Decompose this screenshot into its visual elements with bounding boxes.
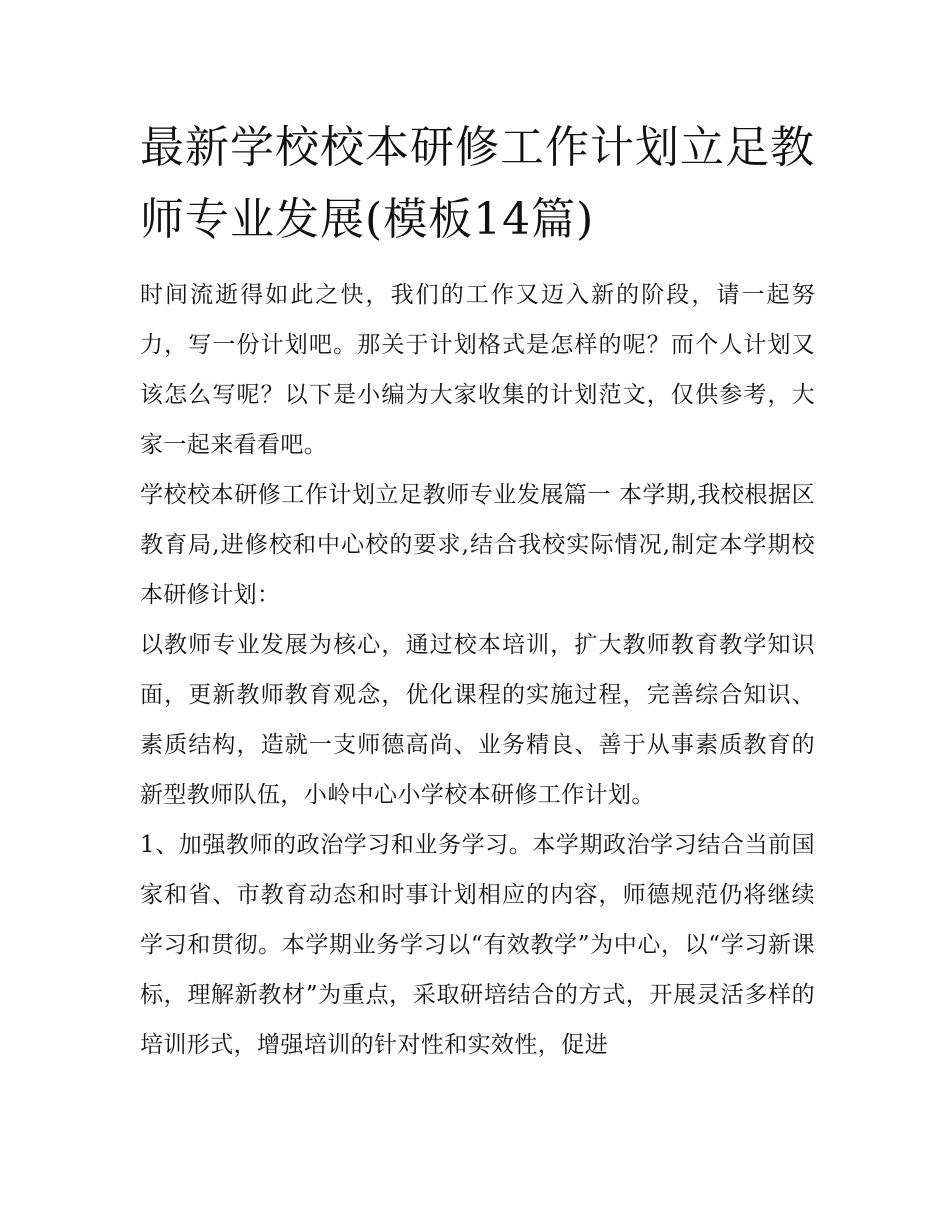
paragraph-intro: 时间流逝得如此之快，我们的工作又迈入新的阶段，请一起努力，写一份计划吧。那关于计划格式是怎样的呢？而个人计划又该怎么写呢？以下是小编为大家收集的计划范文，仅供参考，大家一起来看看吧。 bbox=[140, 282, 815, 458]
document-body bbox=[140, 112, 815, 1070]
paragraph-guiding-idea: 以教师专业发展为核心，通过校本培训，扩大教师教育教学知识面，更新教师教育观念，优化课程的实施过程，完善综合知识、素质结构，造就一支师德高尚、业务精良、善于从事素质教育的新型教师队伍，小岭中心小学校本研修工作计划。 bbox=[140, 632, 815, 808]
document-title: 最新学校校本研修工作计划立足教师专业发展(模板14篇) bbox=[140, 122, 815, 245]
paragraph-plan-1: 学校校本研修工作计划立足教师专业发展篇一 本学期,我校根据区教育局,进修校和中心校的要求,结合我校实际情况,制定本学期校本研修计划： bbox=[140, 482, 815, 608]
paragraph-item-1: 1、加强教师的政治学习和业务学习。本学期政治学习结合当前国家和省、市教育动态和时事计划相应的内容，师德规范仍将继续学习和贯彻。本学期业务学习以“有效教学”为中心，以“学习新课标，理解新教材”为重点，采取研培结合的方式，开展灵活多样的培训形式，增强培训的针对性和实效性，促进 bbox=[140, 832, 815, 1058]
